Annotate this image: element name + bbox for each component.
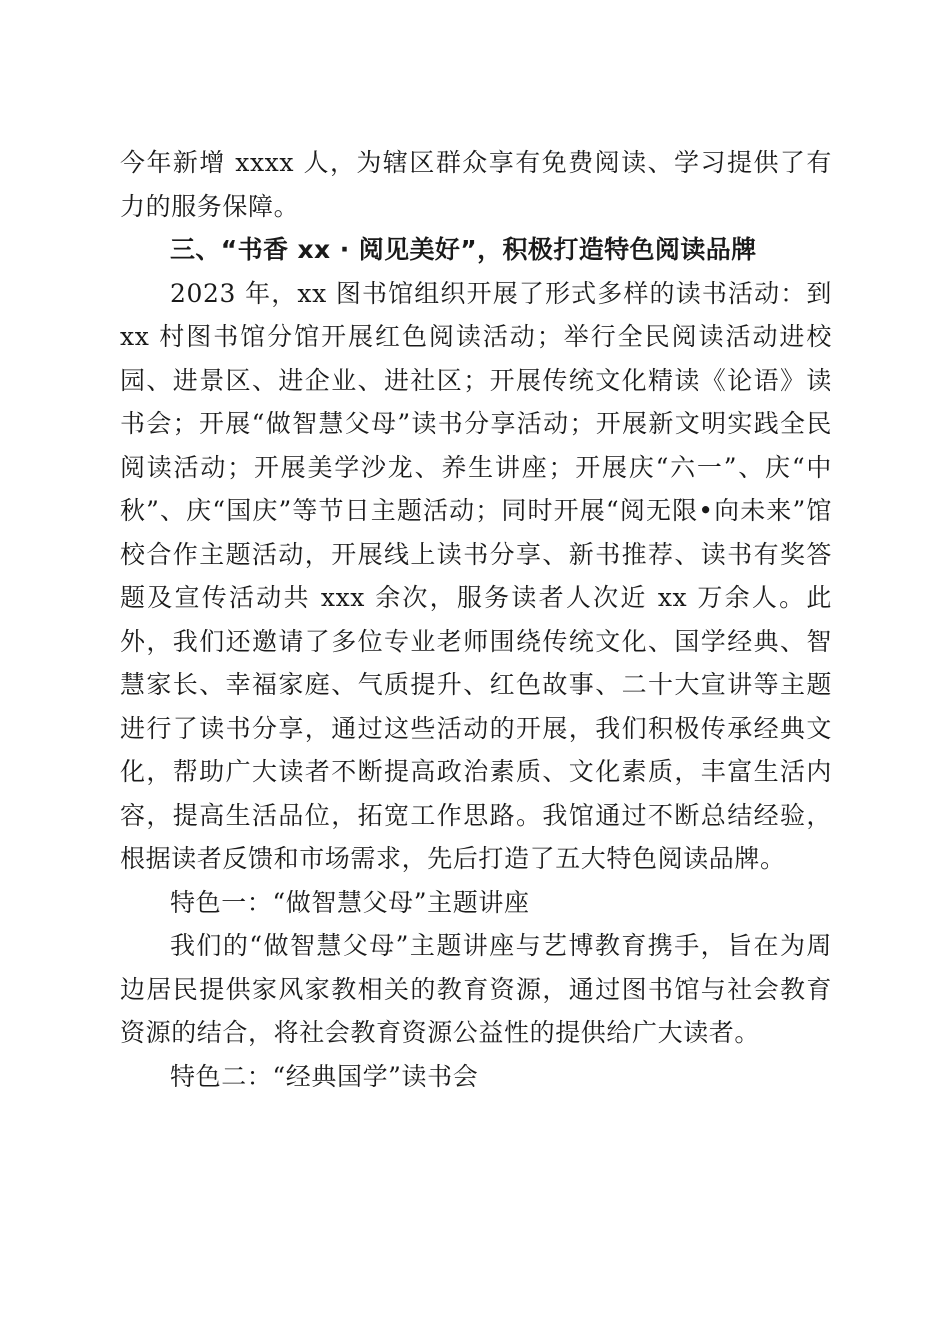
- section-heading-3: 三、“书香 xx · 阅见美好”，积极打造特色阅读品牌: [170, 235, 757, 264]
- feature-2-title: 特色二：“经典国学”读书会: [170, 1061, 479, 1091]
- paragraph-continuation: 今年新增 xxxx 人，为辖区群众享有免费阅读、学习提供了有力的服务保障。: [120, 148, 832, 221]
- feature-1-title: 特色一：“做智慧父母”主题讲座: [170, 887, 530, 917]
- document-body: [120, 141, 832, 1098]
- paragraph-activities: 2023 年，xx 图书馆组织开展了形式多样的读书活动：到 xx 村图书馆分馆开展红色阅读活动；举行全民阅读活动进校园、进景区、进企业、进社区；开展传统文化精读《论语》读书会；开展“做智慧父母”读书分享活动；开展新文明实践全民阅读活动；开展美学沙龙、养生讲座；开展庆“六一”、庆“中秋”、庆“国庆”等节日主题活动；同时开展“阅无限•向未来”馆校合作主题活动，开展线上读书分享、新书推荐、读书有奖答题及宣传活动共 xxx 余次，服务读者人次近 xx 万余人。此外，我们还邀请了多位专业老师围绕传统文化、国学经典、智慧家长、幸福家庭、气质提升、红色故事、二十大宣讲等主题进行了读书分享，通过这些活动的开展，我们积极传承经典文化，帮助广大读者不断提高政治素质、文化素质，丰富生活内容，提高生活品位，拓宽工作思路。我馆通过不断总结经验，根据读者反馈和市场需求，先后打造了五大特色阅读品牌。: [120, 278, 832, 873]
- feature-1-body: 我们的“做智慧父母”主题讲座与艺博教育携手，旨在为周边居民提供家风家教相关的教育资源，通过图书馆与社会教育资源的结合，将社会教育资源公益性的提供给广大读者。: [120, 931, 832, 1047]
